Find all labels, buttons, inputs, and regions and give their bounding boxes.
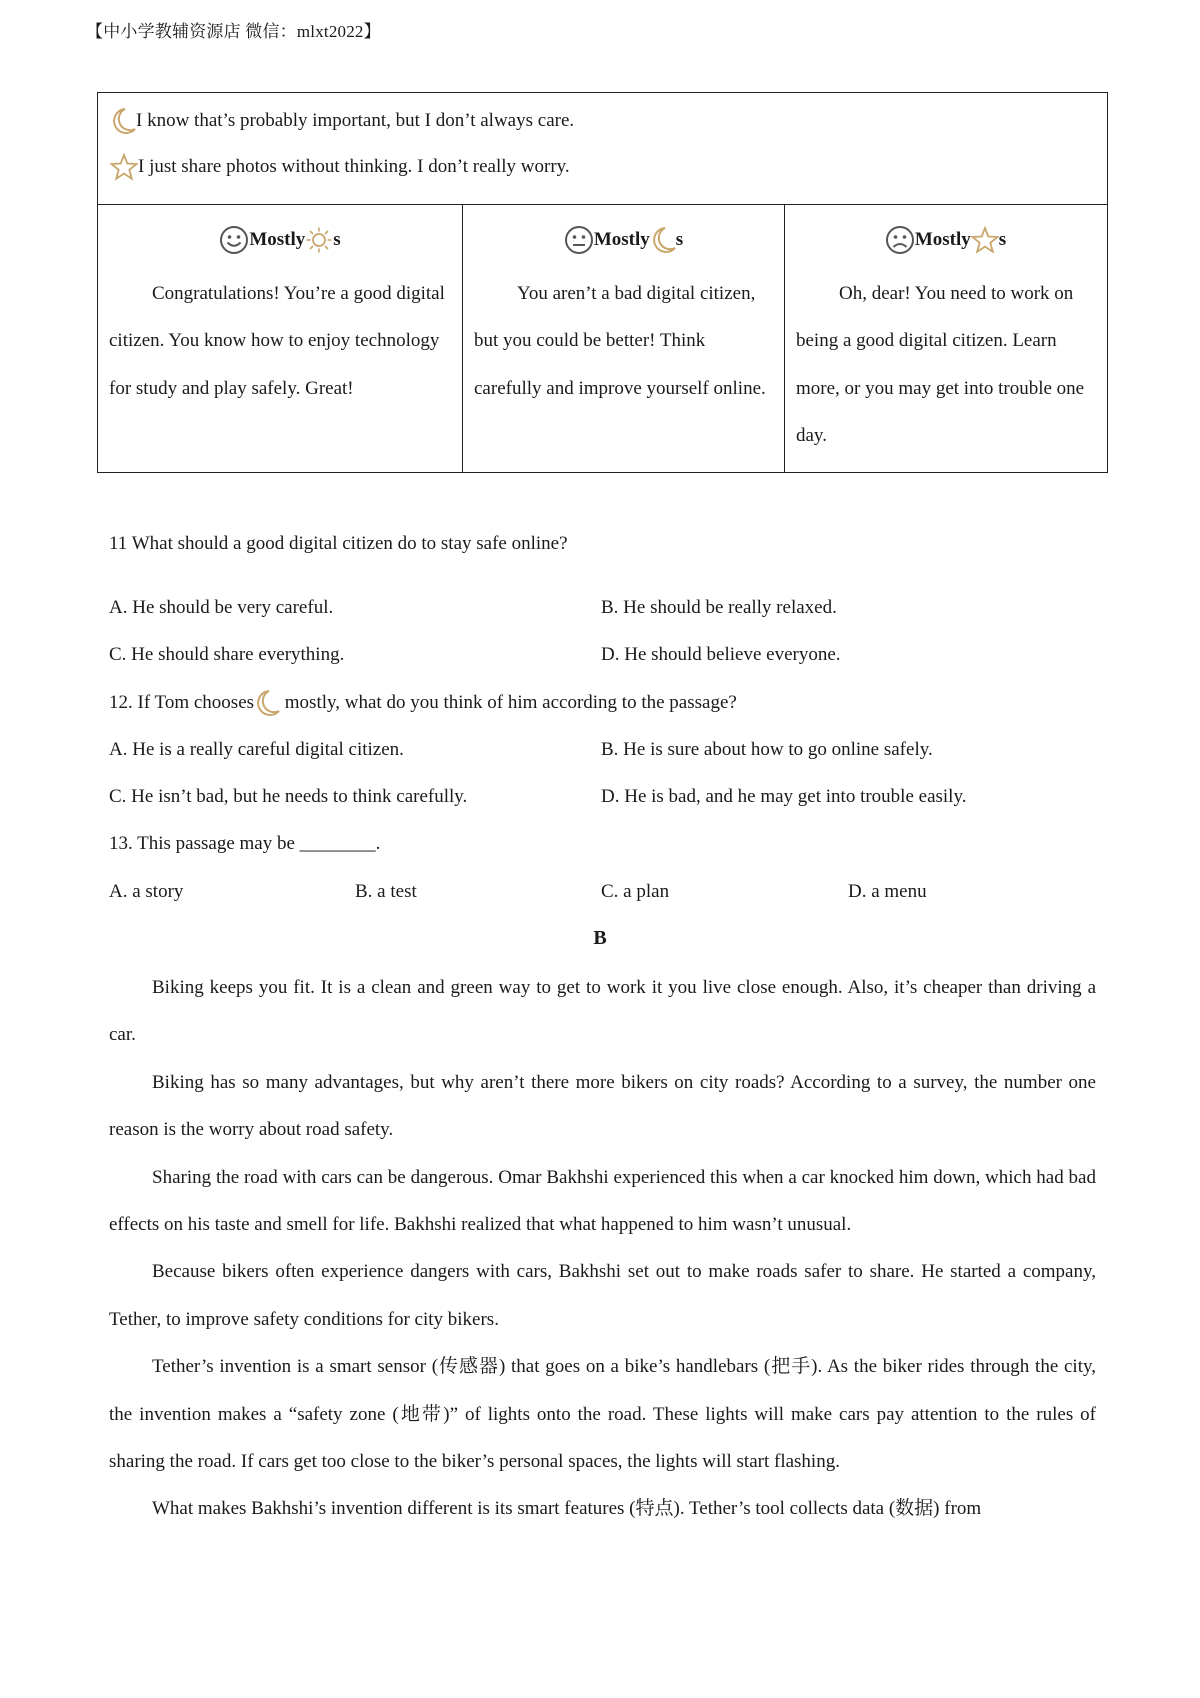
question-11-option-b: B. He should be really relaxed. <box>601 597 837 618</box>
question-13-stem: 13. This passage may be ________. <box>109 833 381 854</box>
result-heading: Mostly s <box>785 225 1106 255</box>
watermark-text: 【中小学教辅资源店 微信：mlxt2022】 <box>86 22 381 41</box>
legend-item-moon <box>110 107 574 135</box>
question-12-stem: 12. If Tom chooses mostly, what do you think of him according to the passage? <box>109 689 737 717</box>
result-column-star <box>784 205 1106 472</box>
result-heading: Mostly s <box>98 225 462 255</box>
sun-icon <box>305 226 333 254</box>
result-text: Oh, dear! You need to work on being a good digital citizen. Learn more, or you may get into trouble one day. <box>796 283 1085 446</box>
legend-item-star <box>110 153 570 181</box>
moon-icon <box>650 226 676 254</box>
neutral-face-icon <box>564 225 594 255</box>
result-column-moon <box>462 205 784 472</box>
passage-paragraph: Biking keeps you fit. It is a clean and green way to get to work it you live close enough. Also, it’s cheaper than driving a car. <box>109 977 1096 1046</box>
legend-text-star: I just share photos without thinking. I don’t really worry. <box>138 156 570 177</box>
question-13-option-c: C. a plan <box>601 881 670 902</box>
passage-paragraph: Tether’s invention is a smart sensor (传感器) that goes on a bike’s handlebars (把手). As the biker rides through the city, the invention makes a “safety zone (地带)” of lights onto the road. These lights will make cars pay attention to the rules of sharing the road. If cars get too close to the biker’s personal spaces, the lights will start flashing. <box>109 1356 1096 1473</box>
moon-icon <box>110 107 136 135</box>
result-column-sun <box>98 205 462 472</box>
question-12-option-c: C. He isn’t bad, but he needs to think carefully. <box>109 786 468 807</box>
question-13-option-b: B. a test <box>355 881 417 902</box>
passage-paragraph: Because bikers often experience dangers with cars, Bakhshi set out to make roads safer to share. He started a company, Tether, to improve safety conditions for city bikers. <box>109 1261 1096 1330</box>
question-11-option-a: A. He should be very careful. <box>109 597 334 618</box>
question-11-stem: 11 What should a good digital citizen do to stay safe online? <box>109 533 568 554</box>
star-icon <box>971 226 999 254</box>
star-icon <box>110 153 138 181</box>
result-text: You aren’t a bad digital citizen, but you could be better! Think carefully and improve yourself online. <box>474 283 766 399</box>
result-text: Congratulations! You’re a good digital citizen. You know how to enjoy technology for study and play safely. Great! <box>109 283 445 399</box>
legend-text-moon: I know that’s probably important, but I don’t always care. <box>136 110 575 131</box>
result-heading: Mostly s <box>463 225 784 255</box>
moon-icon <box>254 689 280 717</box>
question-13-option-a: A. a story <box>109 881 184 902</box>
question-11-option-d: D. He should believe everyone. <box>601 644 841 665</box>
question-12-option-d: D. He is bad, and he may get into trouble easily. <box>601 786 967 807</box>
question-12-option-a: A. He is a really careful digital citizen. <box>109 739 404 760</box>
question-12-option-b: B. He is sure about how to go online safely. <box>601 739 933 760</box>
symbol-legend <box>98 93 1107 205</box>
question-13-option-d: D. a menu <box>848 881 927 902</box>
passage-paragraph: What makes Bakhshi’s invention different is its smart features (特点). Tether’s tool collects data (数据) from <box>152 1498 982 1520</box>
passage-paragraph: Biking has so many advantages, but why aren’t there more bikers on city roads? According to a survey, the number one reason is the worry about road safety. <box>109 1071 1096 1141</box>
smiling-face-icon <box>219 225 249 255</box>
section-title: B <box>593 927 607 949</box>
sad-face-icon <box>885 225 915 255</box>
question-11-option-c: C. He should share everything. <box>109 644 345 665</box>
quiz-result-table <box>97 92 1108 473</box>
reading-passage <box>109 964 1096 1533</box>
passage-paragraph: Sharing the road with cars can be dangerous. Omar Bakhshi experienced this when a car knocked him down, which had bad effects on his taste and smell for life. Bakhshi realized that what happened to him wasn’t unusual. <box>109 1166 1096 1236</box>
